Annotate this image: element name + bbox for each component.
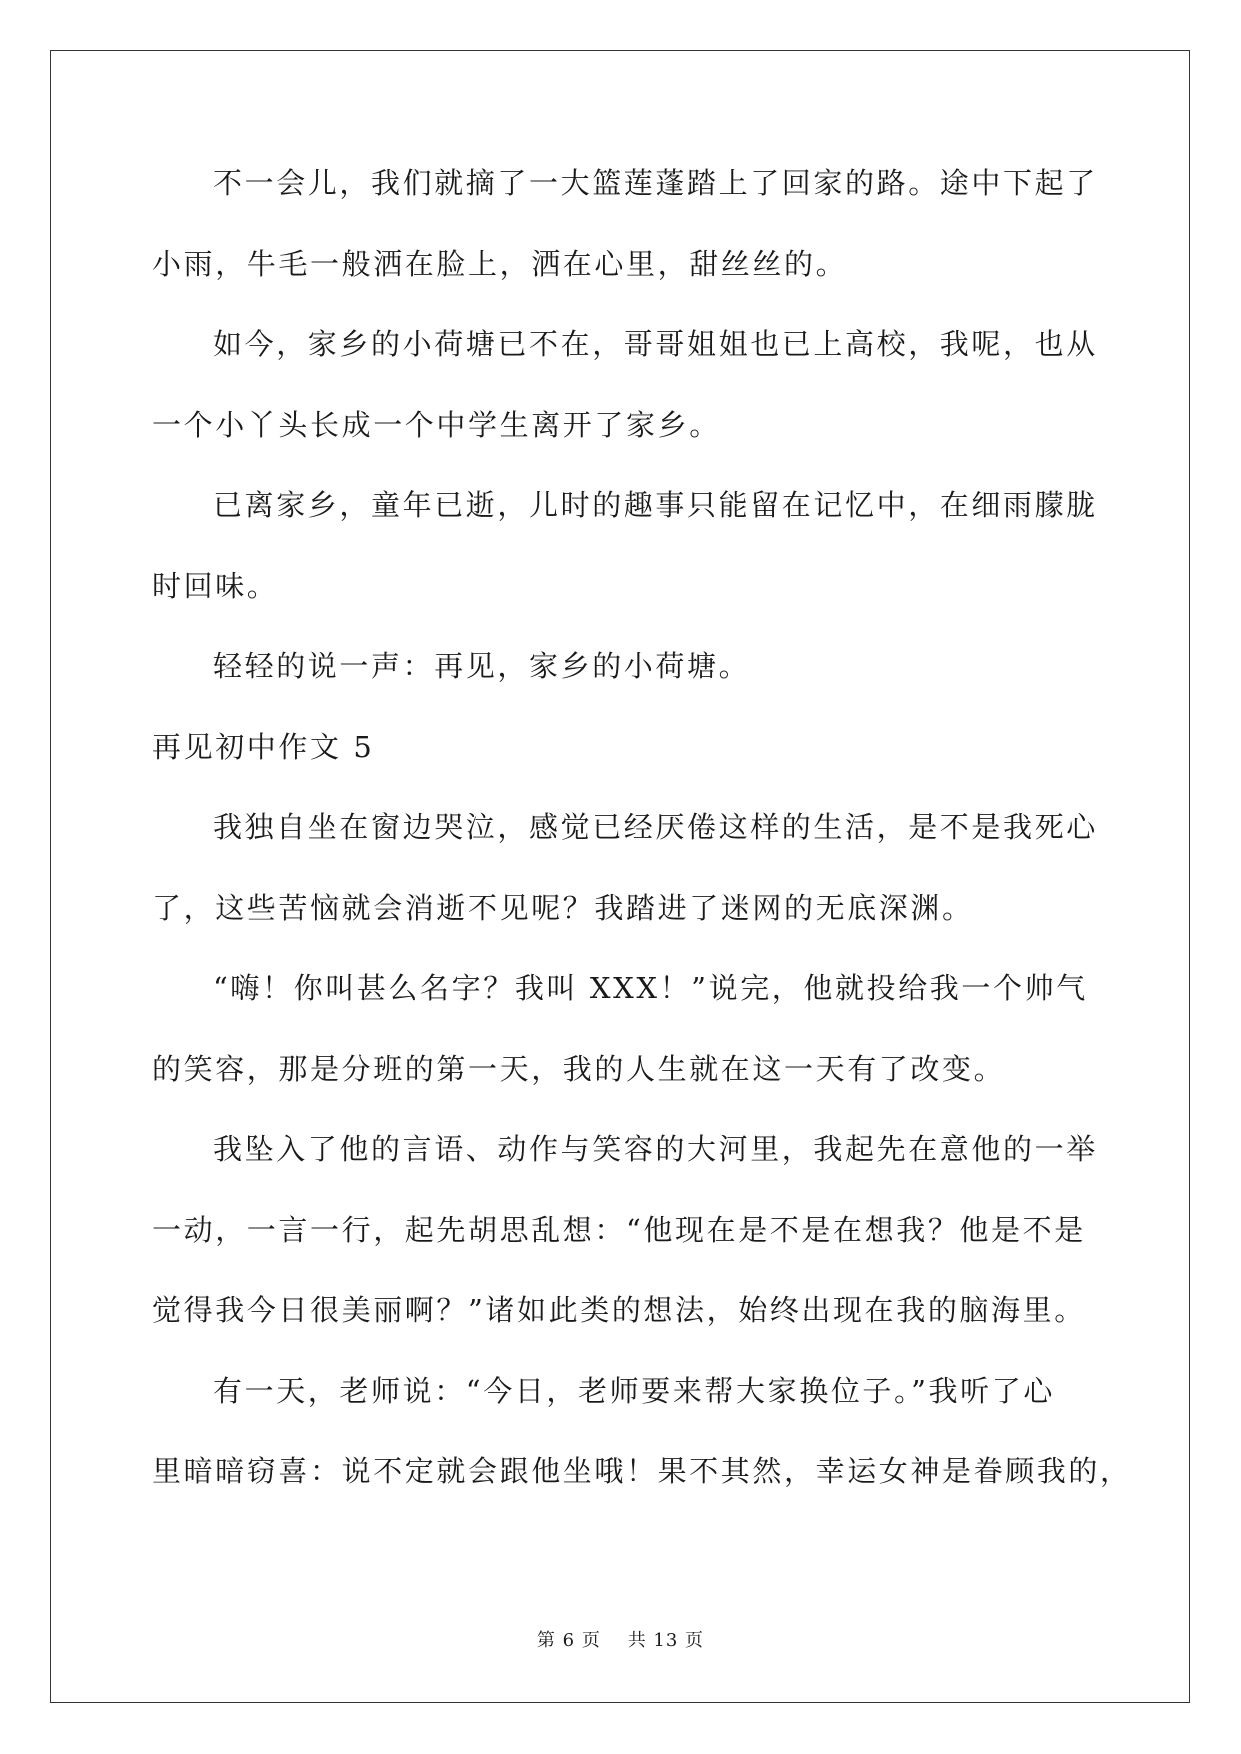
document-body [152,163,1132,1492]
section-heading: 再见初中作文 5 [152,729,375,764]
text-line: 我独自坐在窗边哭泣，感觉已经厌倦这样的生活，是不是我死心 [213,810,1098,844]
text-line: 我坠入了他的言语、动作与笑容的大河里，我起先在意他的一举 [213,1132,1098,1166]
text-line: 有一天，老师说：“今日，老师要来帮大家换位子。”我听了心 [213,1373,1055,1408]
text-line: 轻轻的说一声：再见，家乡的小荷塘。 [213,649,751,683]
text-line: 不一会儿，我们就摘了一大篮莲蓬踏上了回家的路。途中下起了 [213,166,1098,200]
text-line: 小雨，牛毛一般洒在脸上，洒在心里，甜丝丝的。 [152,246,848,281]
text-line: 了，这些苦恼就会消逝不见呢？我踏进了迷网的无底深渊。 [152,890,974,925]
page-number: 第 6 页 共 13 页 [536,1630,705,1651]
text-line: 一个小丫头长成一个中学生离开了家乡。 [152,407,721,442]
text-line: 觉得我今日很美丽啊？”诸如此类的想法，始终出现在我的脑海里。 [152,1293,1086,1327]
text-line: 里暗暗窃喜：说不定就会跟他坐哦！果不其然，幸运女神是眷顾我的， [152,1454,1132,1488]
text-line: 时回味。 [152,568,279,603]
text-line: “嗨！你叫甚么名字？我叫 XXX！”说完，他就投给我一个帅气 [213,971,1088,1005]
text-line: 如今，家乡的小荷塘已不在，哥哥姐姐也已上高校，我呢，也从 [213,327,1098,361]
text-line: 一动，一言一行，起先胡思乱想：“他现在是不是在想我？他是不是 [152,1212,1086,1247]
text-line: 的笑容，那是分班的第一天，我的人生就在这一天有了改变。 [152,1051,1006,1086]
text-line: 已离家乡，童年已逝，儿时的趣事只能留在记忆中，在细雨朦胧 [213,488,1098,522]
